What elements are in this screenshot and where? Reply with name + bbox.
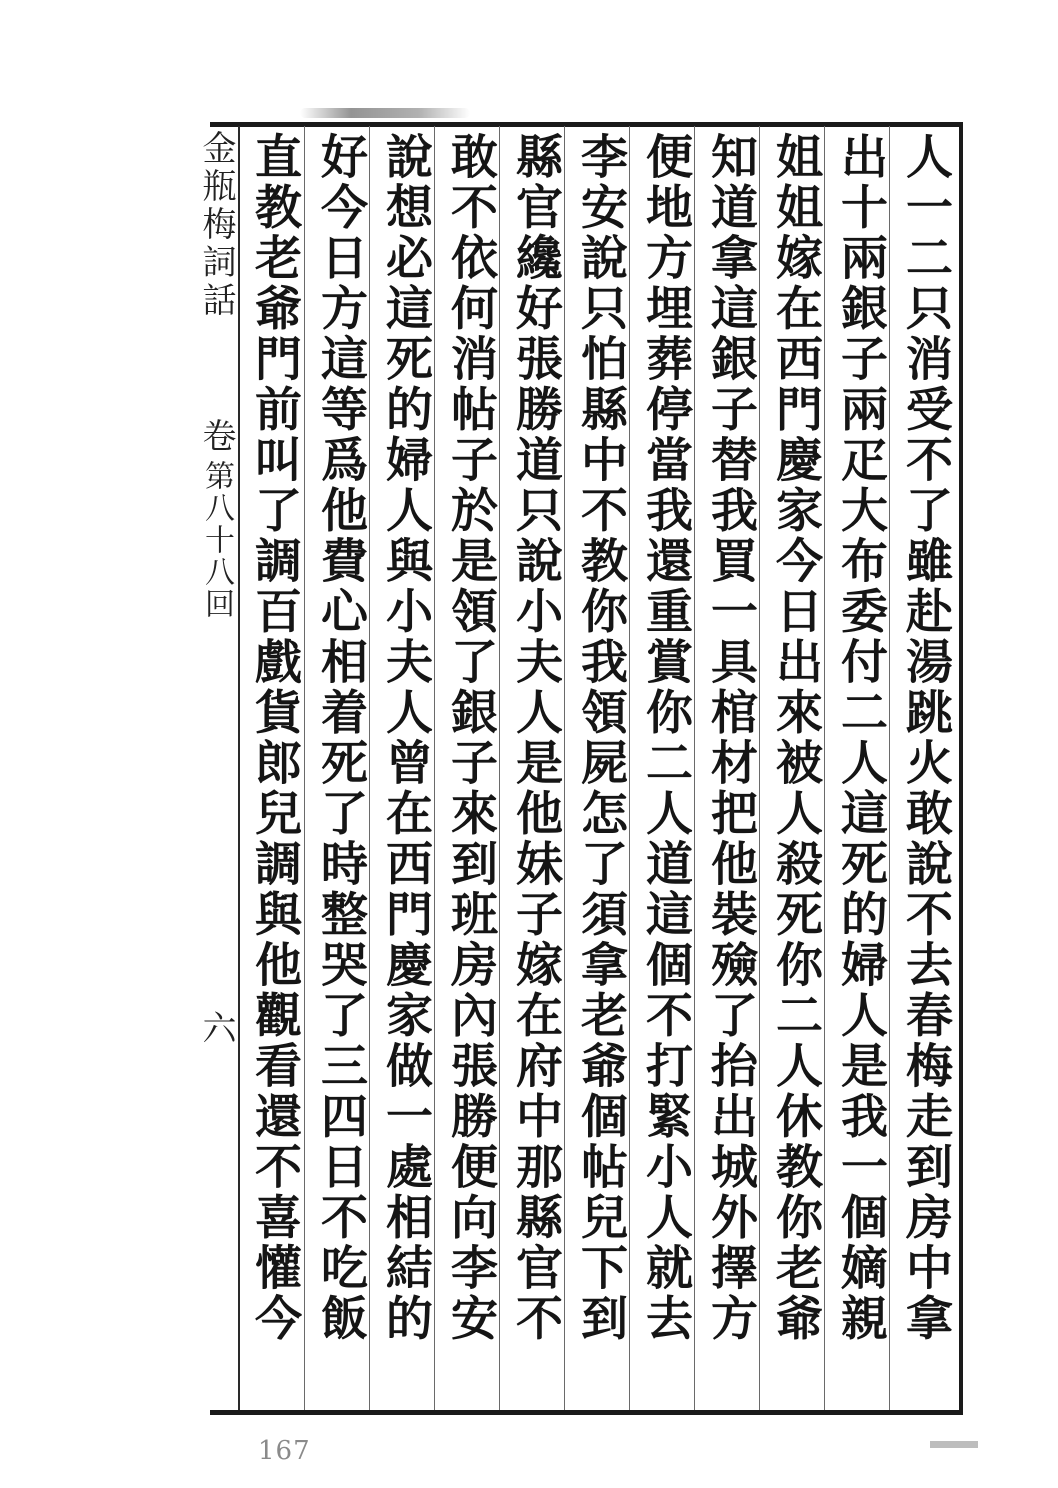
- text-column: 出十兩銀子兩疋大布委付二人這死的婦人是我一個嫡親: [833, 132, 888, 1344]
- text-column: 縣官纔好張勝道只說小夫人是他妹子嫁在府中那縣官不: [508, 132, 563, 1344]
- text-column: 敢不依何消帖子於是領了銀子來到班房內張勝便向李安: [443, 132, 498, 1344]
- book-title: 金瓶梅詞話: [196, 130, 236, 320]
- page-number: 167: [258, 1436, 311, 1466]
- ink-smudge: [300, 108, 470, 118]
- frame-left-rule: [238, 126, 240, 1410]
- text-column: 李安說只怕縣中不教你我領屍怎了須拿老爺個帖兒下到: [573, 132, 628, 1344]
- text-column: 知道拿這銀子替我買一具棺材把他裝殮了抬出城外擇方: [703, 132, 758, 1344]
- text-column: 直教老爺門前叫了調百戲貨郎兒調與他觀看還不喜懽今: [247, 132, 302, 1344]
- banxin-margin: [196, 130, 236, 1406]
- chapter-label: 第八十八回: [199, 460, 234, 620]
- juan-label: 卷: [196, 418, 236, 452]
- leaf-number: 六: [196, 1010, 236, 1044]
- text-column: 便地方埋葬停當我還重賞你二人道這個不打緊小人就去: [638, 132, 693, 1344]
- text-column: 好今日方這等爲他費心相着死了時整哭了三四日不吃飯: [313, 132, 368, 1344]
- scan-edge-strip: [930, 1441, 978, 1448]
- text-column: 人一二只消受不了雖赴湯跳火敢說不去春梅走到房中拿: [898, 132, 953, 1344]
- text-column: 姐姐嫁在西門慶家今日出來被人殺死你二人休教你老爺: [768, 132, 823, 1344]
- text-column: 說想必這死的婦人與小夫人曾在西門慶家做一處相結的: [378, 132, 433, 1344]
